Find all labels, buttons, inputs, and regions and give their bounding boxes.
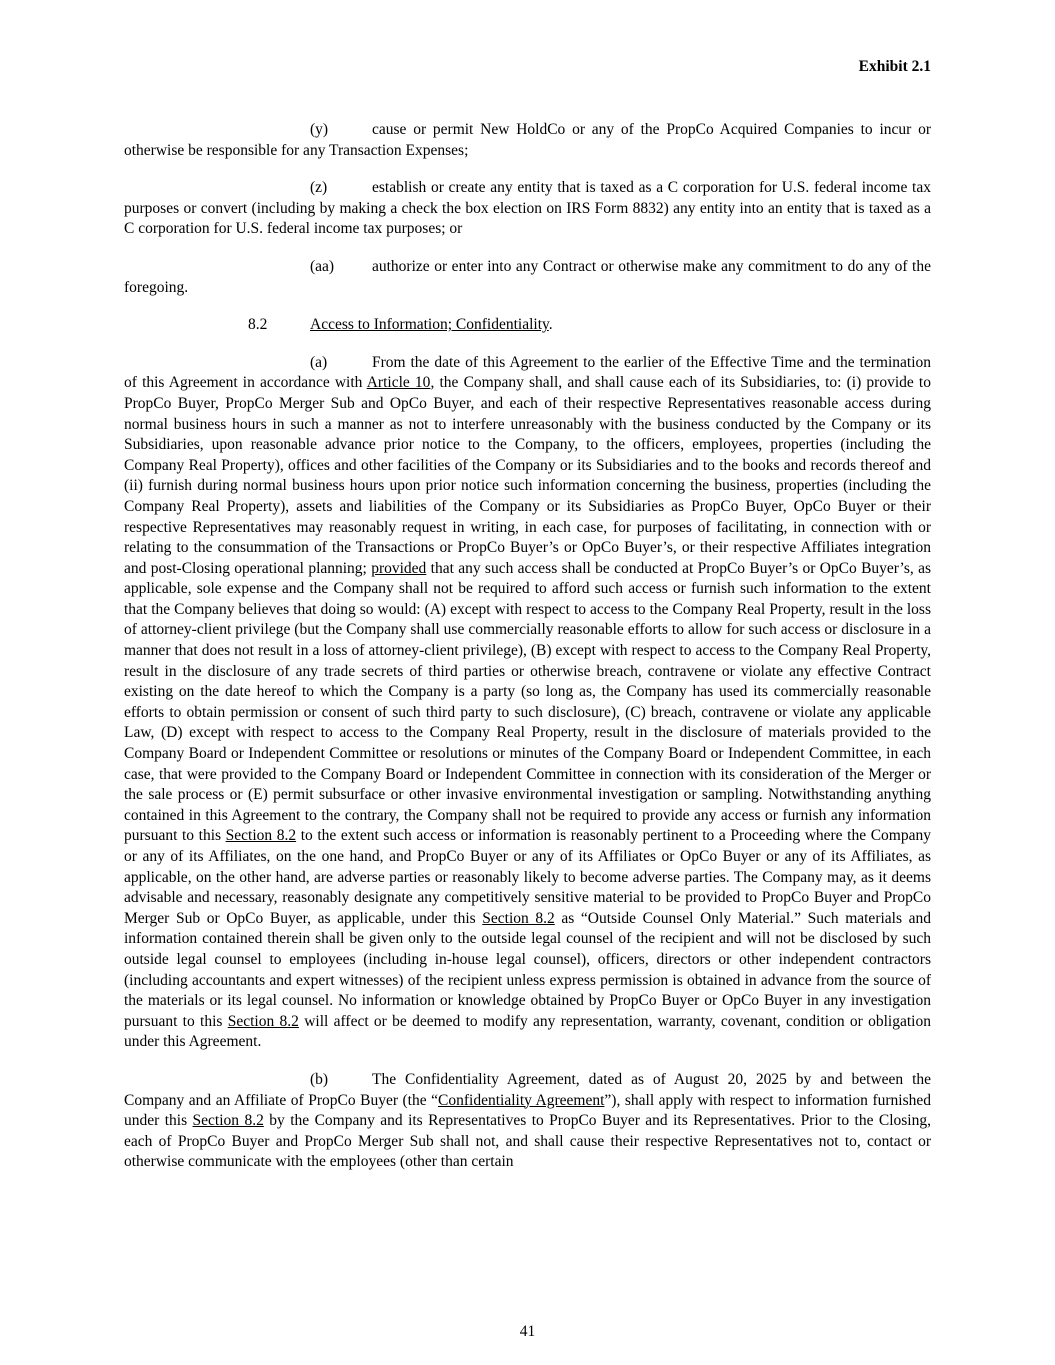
- text-run: to the extent such access or information is reasonably pertinent to a Proceeding where the Company or any of its Affiliates, on the one hand, and PropCo Buyer or any of its Affiliates or OpCo Buyer or any of its Affiliates, as applicable, on the other hand, are adverse parties or reasonably likely to become adverse parties. The Company may, as it deems advisable and necessary, reasonably designate any competitively sensitive material to be provided to PropCo Buyer and PropCo Merger Sub or OpCo Buyer, as applicable, under this: [124, 827, 931, 927]
- section-8-2-reference: Section 8.2: [192, 1112, 264, 1130]
- section-title: Access to Information; Confidentiality: [310, 316, 549, 334]
- text-run: The Confidentiality Agreement, dated as of August 20, 2025 by and between the Company and an Affiliate of PropCo Buyer (the “: [124, 1070, 931, 1109]
- section-8-2-reference: Section 8.2: [482, 909, 555, 927]
- section-8-2-reference: Section 8.2: [225, 827, 297, 845]
- article-10-reference: Article 10: [366, 374, 431, 392]
- page-number: 41: [519, 1323, 536, 1340]
- paragraph-aa: [124, 257, 931, 298]
- document-body: [124, 120, 931, 1190]
- paragraph-z: [124, 178, 931, 240]
- paragraph-a: [124, 353, 931, 1053]
- paragraph-number: (a): [310, 353, 328, 371]
- paragraph-b: [124, 1070, 931, 1173]
- text-run: will affect or be deemed to modify any representation, warranty, covenant, condition or obligation under this Agreement.: [124, 1012, 931, 1051]
- paragraph-y: [124, 120, 931, 161]
- paragraph-text: authorize or enter into any Contract or otherwise make any commitment to do any of the foregoing.: [124, 257, 931, 296]
- section-number: 8.2: [248, 316, 268, 334]
- paragraph-number: (y): [310, 121, 329, 138]
- exhibit-label: Exhibit 2.1: [858, 58, 931, 75]
- paragraph-text: cause or permit New HoldCo or any of the PropCo Acquired Companies to incur or otherwise be responsible for any Transaction Expenses;: [124, 121, 931, 159]
- section-8-2-reference: Section 8.2: [227, 1012, 299, 1030]
- text-run: , the Company shall, and shall cause each of its Subsidiaries, to: (i) provide to PropCo Buyer, PropCo Merger Sub and OpCo Buyer, and each of their respective Representatives reasonable access during normal business hours in such a manner as not to interfere unreasonably with the business conducted by the Company or its Subsidiaries, upon reasonable advance prior notice to the Company, to the officers, employees, properties (including the Company Real Property), offices and other facilities of the Company or its Subsidiaries and to the books and records thereof and (ii) furnish during normal business hours upon prior notice such information concerning the business, properties (including the Company Real Property), assets and liabilities of the Company or its Subsidiaries as PropCo Buyer, OpCo Buyer or their respective Representatives may reasonably request in writing, in each case, for purposes of facilitating, in connection with or relating to the consummation of the Transactions or PropCo Buyer’s or OpCo Buyer’s, or their respective Affiliates integration and post-Closing operational planning;: [124, 374, 931, 577]
- section-title-period: .: [548, 316, 553, 334]
- section-heading: [248, 315, 931, 336]
- paragraph-number: (z): [310, 179, 328, 197]
- paragraph-number: (b): [310, 1070, 329, 1088]
- text-run: as “Outside Counsel Only Material.” Such materials and information contained therein shall be given only to the outside legal counsel of the recipient and will not be disclosed by such outside legal counsel to employees (including in-house legal counsel), officers, directors or other independent contractors (including accountants and expert witnesses) of the recipient unless express permission is obtained in advance from the source of the materials or its legal counsel. No information or knowledge obtained by PropCo Buyer or OpCo Buyer in any investigation pursuant to this: [124, 909, 931, 1030]
- paragraph-number: (aa): [310, 257, 335, 275]
- text-run: by the Company and its Representatives to PropCo Buyer and its Representatives. Prior to the Closing, each of PropCo Buyer and PropCo Merger Sub shall not, and shall cause their respective Representatives not to, contact or otherwise communicate with the employees (other than certain: [124, 1112, 931, 1171]
- provided-term: provided: [371, 559, 427, 577]
- text-run: ”), shall apply with respect to information furnished under this: [124, 1091, 931, 1130]
- paragraph-text: establish or create any entity that is taxed as a C corporation for U.S. federal income tax purposes or convert (including by making a check the box election on IRS Form 8832) any entity into an entity that is taxed as a C corporation for U.S. federal income tax purposes; or: [124, 179, 931, 238]
- confidentiality-agreement-term: Confidentiality Agreement: [438, 1091, 605, 1109]
- text-run: that any such access shall be conducted at PropCo Buyer’s or OpCo Buyer’s, as applicable, sole expense and the Company shall not be required to afford such access or furnish such information to the extent that the Company believes that doing so would: (A) except with respect to access to the Company Real Property, result in the loss of attorney-client privilege (but the Company shall use commercially reasonable efforts to allow for such access or disclosure in a manner that does not result in a loss of attorney-client privilege), (B) except with respect to access to the Company Real Property, result in the disclosure of any trade secrets of third parties or otherwise breach, contravene or violate any effective Contract existing on the date hereof to which the Company is a party (so long as, the Company has used its commercially reasonable efforts to obtain permission or consent of such third party to such disclosure), (C) breach, contravene or violate any applicable Law, (D) except with respect to access to the Company Real Property, result in the disclosure of materials provided to the Company Board or Independent Committee or resolutions or minutes of the Company Board or Independent Committee, in each case, that were provided to the Company Board or Independent Committee in connection with its consideration of the Merger or the sale process or (E) permit subsurface or other invasive environmental investigation or sampling. Notwithstanding anything contained in this Agreement to the contrary, the Company shall not be required to provide any access or furnish any information pursuant to this: [124, 559, 931, 845]
- text-run: From the date of this Agreement to the earlier of the Effective Time and the termination of this Agreement in accordance with: [124, 353, 931, 392]
